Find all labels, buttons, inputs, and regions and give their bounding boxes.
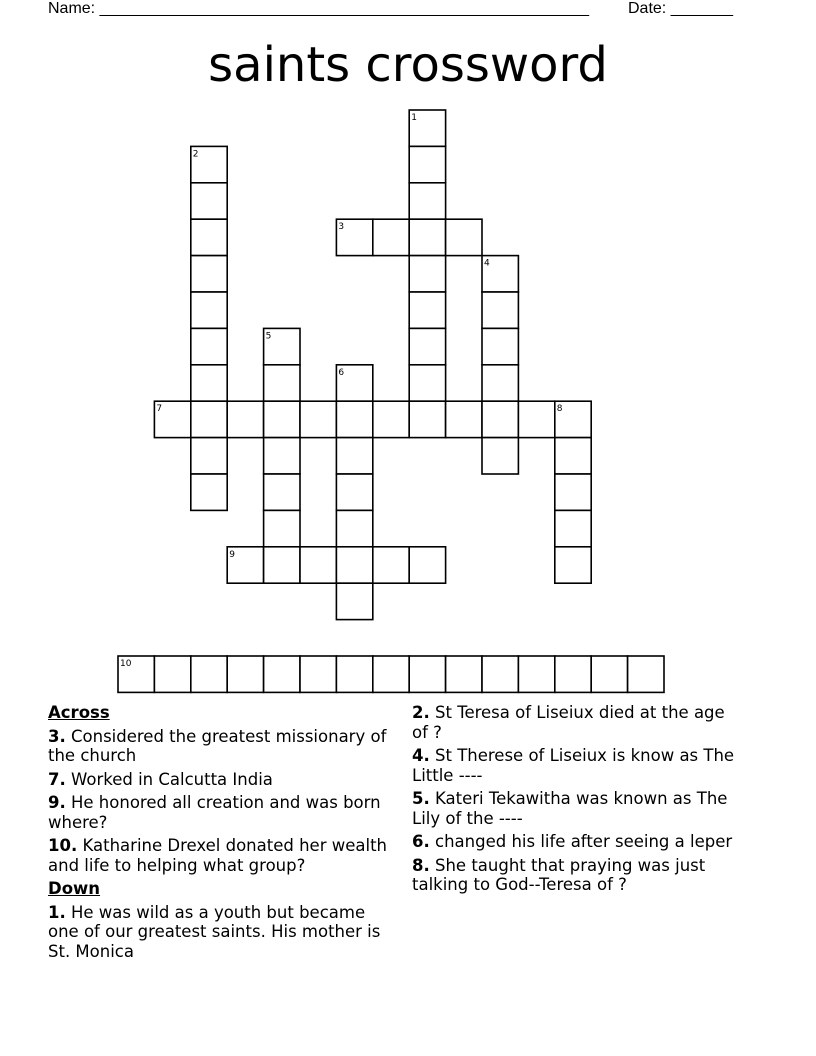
grid-cell[interactable] — [336, 438, 372, 474]
across-clue — [48, 770, 398, 790]
cell-number: 8 — [556, 404, 563, 415]
grid-cell[interactable] — [191, 656, 227, 692]
clue-text: Katharine Drexel donated her wealth and life to helping what group? — [48, 836, 387, 875]
down-clue — [412, 703, 742, 742]
grid-cell[interactable] — [191, 328, 227, 364]
down-clue — [412, 789, 742, 828]
clue-text: She taught that praying was just talking to God--Teresa of ? — [412, 855, 706, 894]
grid-cell[interactable] — [409, 219, 445, 255]
clue-text: He honored all creation and was born where? — [48, 793, 381, 832]
grid-cell[interactable] — [191, 292, 227, 328]
clue-text: Considered the greatest missionary of the church — [48, 726, 387, 765]
grid-cell[interactable] — [300, 401, 336, 437]
name-blank[interactable]: _______________________________________________________ — [99, 0, 589, 17]
cell-number: 10 — [120, 659, 132, 669]
cell-number: 9 — [229, 549, 235, 560]
grid-cell[interactable] — [264, 438, 300, 474]
down-clue — [412, 746, 742, 785]
cell-number: 5 — [265, 331, 272, 342]
grid-cell[interactable] — [373, 401, 409, 437]
down-clue — [412, 832, 742, 852]
clue-number: 2. — [412, 703, 430, 722]
cell-number: 2 — [192, 149, 199, 160]
grid-cell[interactable] — [191, 256, 227, 292]
grid-cell[interactable] — [264, 401, 300, 437]
grid-cell[interactable] — [373, 547, 409, 583]
grid-cell[interactable] — [264, 656, 300, 692]
grid-cell[interactable] — [336, 656, 372, 692]
grid-cell[interactable] — [227, 656, 263, 692]
grid-cell[interactable] — [336, 474, 372, 510]
grid-cell[interactable] — [482, 656, 518, 692]
cell-number: 6 — [338, 367, 345, 378]
down-clue — [48, 903, 398, 962]
across-clue — [48, 793, 398, 832]
grid-cell[interactable] — [373, 656, 409, 692]
grid-cell[interactable] — [227, 401, 263, 437]
clue-text: He was wild as a youth but became one of our greatest saints. His mother is St. Monica — [48, 902, 381, 961]
cell-number: 7 — [156, 404, 163, 415]
cell-number: 4 — [484, 258, 490, 269]
clue-number: 4. — [412, 746, 430, 765]
clues-right-column — [412, 703, 742, 899]
grid-cell[interactable] — [191, 438, 227, 474]
grid-cell[interactable] — [628, 656, 664, 692]
across-clue — [48, 727, 398, 766]
grid-cell[interactable] — [191, 183, 227, 219]
clue-number: 9. — [48, 793, 66, 812]
name-label: Name: — [48, 0, 96, 17]
across-clue — [48, 836, 398, 875]
grid-cell[interactable] — [264, 510, 300, 546]
grid-cell[interactable] — [555, 510, 591, 546]
grid-cell[interactable] — [409, 547, 445, 583]
grid-cell[interactable] — [336, 547, 372, 583]
date-blank[interactable]: _______ — [670, 0, 733, 17]
clue-text: changed his life after seeing a leper — [435, 832, 733, 851]
grid-cell[interactable] — [409, 146, 445, 182]
grid-cell[interactable] — [191, 365, 227, 401]
clue-number: 8. — [412, 855, 430, 875]
grid-cell[interactable] — [482, 365, 518, 401]
grid-cell[interactable] — [446, 656, 482, 692]
grid-cell[interactable] — [191, 219, 227, 255]
grid-cell[interactable] — [518, 656, 554, 692]
clue-number: 10. — [48, 836, 78, 855]
grid-cell[interactable] — [373, 219, 409, 255]
grid-cell[interactable] — [591, 656, 627, 692]
grid-cell[interactable] — [555, 474, 591, 510]
grid-cell[interactable] — [555, 438, 591, 474]
grid-cell[interactable] — [409, 256, 445, 292]
clue-number: 6. — [412, 832, 430, 851]
grid-cell[interactable] — [336, 401, 372, 437]
grid-cell[interactable] — [482, 292, 518, 328]
cell-number: 3 — [338, 222, 345, 233]
puzzle-title: saints crossword — [208, 37, 608, 93]
across-heading: Across — [48, 703, 110, 722]
clue-text: Kateri Tekawitha was known as The Lily of the ---- — [412, 789, 728, 828]
grid-cell[interactable] — [264, 365, 300, 401]
down-heading: Down — [48, 879, 101, 898]
clue-text: Worked in Calcutta India — [71, 769, 273, 789]
grid-cell[interactable] — [300, 656, 336, 692]
clue-number: 1. — [48, 902, 66, 922]
grid-cell[interactable] — [482, 328, 518, 364]
grid-cell[interactable] — [555, 547, 591, 583]
clues-left-column — [48, 703, 398, 965]
grid-cell[interactable] — [518, 401, 554, 437]
down-clue — [412, 856, 742, 895]
grid-cell[interactable] — [446, 219, 482, 255]
clue-text: St Therese of Liseiux is know as The Little ---- — [412, 746, 735, 785]
grid-cell[interactable] — [555, 656, 591, 692]
clue-number: 5. — [412, 789, 430, 808]
grid-cell[interactable] — [482, 438, 518, 474]
cell-number: 1 — [411, 113, 417, 123]
clue-number: 7. — [48, 769, 66, 789]
grid-cell[interactable] — [264, 474, 300, 510]
date-label: Date: — [628, 0, 667, 17]
grid-cell[interactable] — [409, 656, 445, 692]
clue-number: 3. — [48, 726, 66, 746]
grid-cell[interactable] — [446, 401, 482, 437]
clue-text: St Teresa of Liseiux died at the age of ? — [412, 703, 725, 742]
grid-cell[interactable] — [191, 401, 227, 437]
grid-cell[interactable] — [409, 365, 445, 401]
grid-cell[interactable] — [264, 547, 300, 583]
grid-cell[interactable] — [336, 583, 372, 619]
grid-cell[interactable] — [191, 474, 227, 510]
grid-cell[interactable] — [336, 510, 372, 546]
grid-cell[interactable] — [409, 401, 445, 437]
grid-cell[interactable] — [300, 547, 336, 583]
grid-cell[interactable] — [409, 292, 445, 328]
grid-cell[interactable] — [409, 183, 445, 219]
grid-cell[interactable] — [482, 401, 518, 437]
grid-cell[interactable] — [154, 656, 190, 692]
grid-cell[interactable] — [409, 328, 445, 364]
